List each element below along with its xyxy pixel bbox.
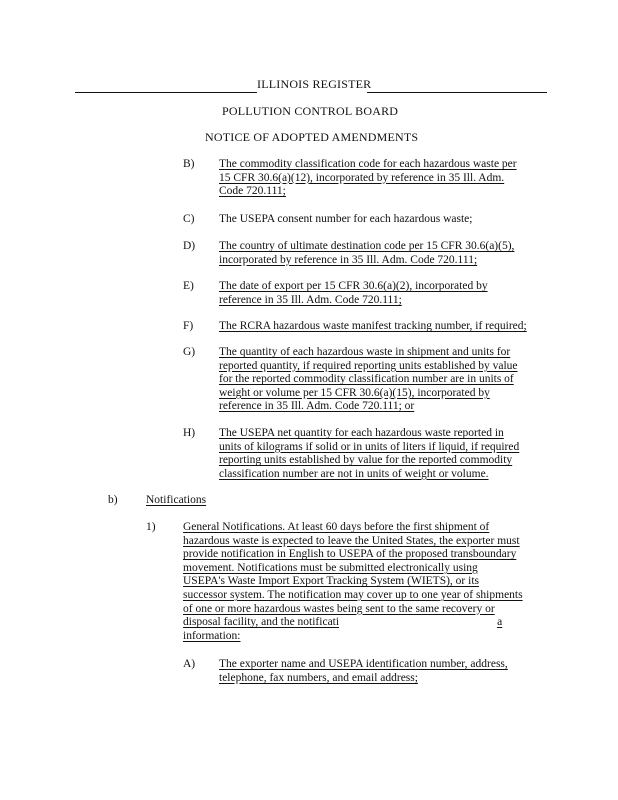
general-label: 1)	[146, 521, 156, 533]
item-label-f: F)	[183, 320, 194, 332]
general-line-8-end: a	[497, 616, 503, 629]
item-b-line-2: 15 CFR 30.6(a)(12), incorporated by reference in 35 Ill. Adm.	[219, 171, 505, 184]
item-text-g	[219, 346, 518, 414]
register-title: ILLINOIS REGISTER	[257, 77, 372, 91]
item-text-d	[219, 240, 514, 267]
item-h-line-3: reporting units established by value for the reported commodity	[219, 454, 513, 467]
item-text-h	[219, 427, 519, 481]
item-text-c	[219, 213, 472, 227]
item-c-line-1: The USEPA consent number for each hazardous waste;	[219, 213, 473, 225]
general-line-3: provide notification in English to USEPA of the proposed transboundary	[183, 548, 517, 561]
item-h-line-4: classification number are not in units of weight or volume.	[219, 467, 489, 480]
general-line-9: information:	[183, 629, 241, 642]
general-text	[183, 521, 523, 643]
item-g-line-1: The quantity of each hazardous waste in shipment and units for	[219, 346, 511, 358]
item-h-line-1: The USEPA net quantity for each hazardous waste reported in	[219, 427, 504, 439]
item-g-line-5: reference in 35 Ill. Adm. Code 720.111; or	[219, 400, 415, 413]
general-line-8	[183, 616, 523, 630]
item-g-line-3: for the reported commodity classification number are in units of	[219, 373, 514, 386]
item-g-line-2: reported quantity, if required reporting units established by value	[219, 359, 518, 372]
sub-text-a	[219, 658, 508, 685]
item-g-line-4: weight or volume per 15 CFR 30.6(a)(15), incorporated by	[219, 386, 490, 399]
sub-a-line-1: The exporter name and USEPA identification number, address,	[219, 658, 508, 670]
sub-a-line-2: telephone, fax numbers, and email address;	[219, 671, 418, 684]
header-rule-right	[367, 92, 547, 93]
section-title-notifications: Notifications	[146, 494, 207, 506]
notice-title: NOTICE OF ADOPTED AMENDMENTS	[205, 130, 419, 144]
general-line-5: USEPA's Waste Import Export Tracking System (WIETS), or its	[183, 575, 479, 588]
general-line-1: General Notifications. At least 60 days before the first shipment of	[183, 521, 490, 533]
general-line-2: hazardous waste is expected to leave the United States, the exporter must	[183, 534, 520, 547]
section-label-b: b)	[108, 494, 118, 506]
item-text-e	[219, 280, 488, 307]
item-f-line-1: The RCRA hazardous waste manifest tracking number, if required;	[219, 320, 527, 332]
item-d-line-1: The country of ultimate destination code per 15 CFR 30.6(a)(5),	[219, 240, 515, 252]
general-line-8-text: disposal facility, and the notificati	[183, 616, 340, 629]
general-line-7: of one or more hazardous wastes being sent to the same recovery or	[183, 602, 495, 615]
item-label-e: E)	[183, 280, 194, 292]
item-label-h: H)	[183, 427, 196, 439]
item-d-line-2: incorporated by reference in 35 Ill. Adm. Code 720.111;	[219, 253, 478, 266]
general-line-6: successor system. The notification may cover up to one year of shipments	[183, 588, 523, 601]
item-b-line-1: The commodity classification code for each hazardous waste per	[219, 158, 517, 170]
item-e-line-2: reference in 35 Ill. Adm. Code 720.111;	[219, 293, 402, 306]
general-line-4: movement. Notifications must be submitted electronically using	[183, 561, 478, 574]
board-title: POLLUTION CONTROL BOARD	[222, 104, 399, 118]
item-text-f	[219, 320, 527, 334]
item-label-d: D)	[183, 240, 196, 252]
item-label-c: C)	[183, 213, 195, 225]
item-h-line-2: units of kilograms if solid or in units of liters if liquid, if required	[219, 440, 520, 453]
item-text-b	[219, 158, 517, 199]
item-b-line-3: Code 720.111;	[219, 185, 286, 198]
item-e-line-1: The date of export per 15 CFR 30.6(a)(2), incorporated by	[219, 280, 488, 292]
item-label-g: G)	[183, 346, 196, 358]
item-label-b: B)	[183, 158, 195, 170]
header-rule-left	[75, 92, 257, 93]
sub-label-a: A)	[183, 658, 196, 670]
